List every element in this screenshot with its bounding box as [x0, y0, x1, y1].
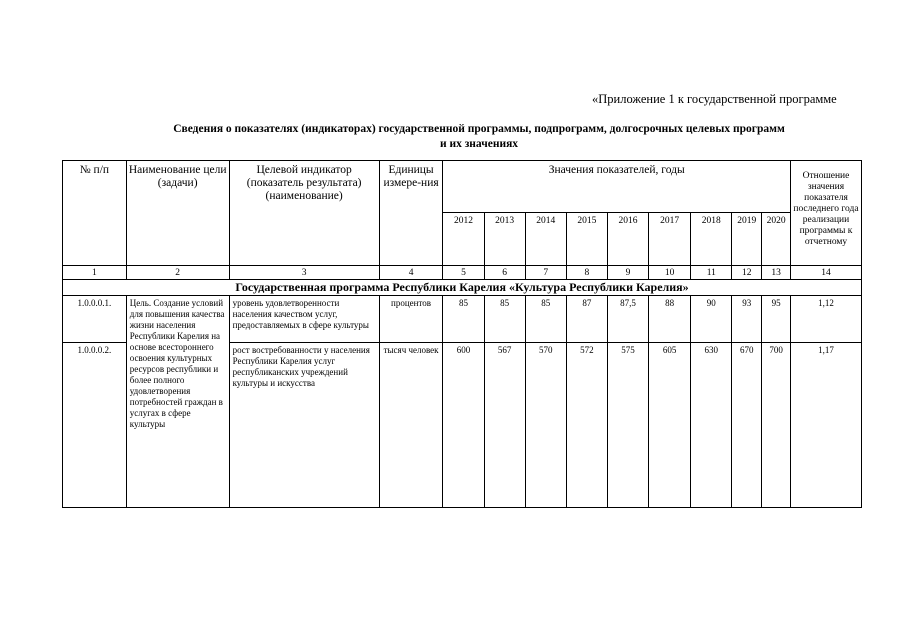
header-year: 2014 [525, 213, 566, 266]
header-values: Значения показателей, годы [443, 161, 791, 213]
column-number: 1 [63, 266, 127, 280]
column-number: 5 [443, 266, 484, 280]
column-number: 9 [607, 266, 648, 280]
value-cell: 575 [607, 343, 648, 508]
value-cell: 572 [566, 343, 607, 508]
unit: процентов [379, 296, 443, 343]
indicators-table [62, 160, 862, 508]
header-year: 2013 [484, 213, 525, 266]
column-number: 2 [126, 266, 229, 280]
header-year: 2012 [443, 213, 484, 266]
value-cell: 567 [484, 343, 525, 508]
value-cell: 600 [443, 343, 484, 508]
column-number: 7 [525, 266, 566, 280]
value-cell: 85 [484, 296, 525, 343]
header-year: 2015 [566, 213, 607, 266]
document-title [100, 122, 858, 152]
indicator-name: рост востребованности у населения Республики Карелия услуг республиканских учреждений культуры и искусства [229, 343, 379, 508]
column-number: 11 [691, 266, 732, 280]
column-number: 3 [229, 266, 379, 280]
column-number: 12 [732, 266, 762, 280]
ratio-cell: 1,17 [790, 343, 861, 508]
value-cell: 700 [762, 343, 791, 508]
header-indicator: Целевой индикатор (показатель результата) (наименование) [229, 161, 379, 266]
header-year: 2017 [649, 213, 691, 266]
row-num: 1.0.0.0.1. [63, 296, 127, 343]
value-cell: 95 [762, 296, 791, 343]
goal-text: Цель. Создание условий для повышения качества жизни населения Республики Карелия на основе всестороннего освоения культурных ресурсов республики и более полного удовлетворения потребностей граждан в услугах в сфере культуры [126, 296, 229, 508]
header-year: 2018 [691, 213, 732, 266]
column-number: 4 [379, 266, 443, 280]
header-unit: Единицы измере-ния [379, 161, 443, 266]
value-cell: 87,5 [607, 296, 648, 343]
header-ratio: Отношение значения показателя последнего года реализации программы к отчетному [790, 161, 861, 266]
value-cell: 605 [649, 343, 691, 508]
title-line-2: и их значениях [439, 138, 519, 150]
section-title: Государственная программа Республики Карелия «Культура Республики Карелия» [63, 280, 862, 296]
ratio-cell: 1,12 [790, 296, 861, 343]
header-year: 2019 [732, 213, 762, 266]
appendix-note: «Приложение 1 к государственной программе [592, 92, 837, 106]
value-cell: 570 [525, 343, 566, 508]
column-number: 8 [566, 266, 607, 280]
unit: тысяч человек [379, 343, 443, 508]
header-num: № п/п [63, 161, 127, 266]
value-cell: 88 [649, 296, 691, 343]
title-line-1: Сведения о показателях (индикаторах) государственной программы, подпрограмм, долгосрочных целевых программ [173, 123, 785, 135]
value-cell: 85 [443, 296, 484, 343]
column-number: 10 [649, 266, 691, 280]
column-number: 6 [484, 266, 525, 280]
indicator-name: уровень удовлетворенности населения качеством услуг, предоставляемых в сфере культуры [229, 296, 379, 343]
header-year: 2016 [607, 213, 648, 266]
value-cell: 93 [732, 296, 762, 343]
value-cell: 670 [732, 343, 762, 508]
value-cell: 90 [691, 296, 732, 343]
header-goal: Наименование цели (задачи) [126, 161, 229, 266]
header-year: 2020 [762, 213, 791, 266]
row-num: 1.0.0.0.2. [63, 343, 127, 508]
value-cell: 630 [691, 343, 732, 508]
value-cell: 85 [525, 296, 566, 343]
value-cell: 87 [566, 296, 607, 343]
column-number: 13 [762, 266, 791, 280]
column-number: 14 [790, 266, 861, 280]
